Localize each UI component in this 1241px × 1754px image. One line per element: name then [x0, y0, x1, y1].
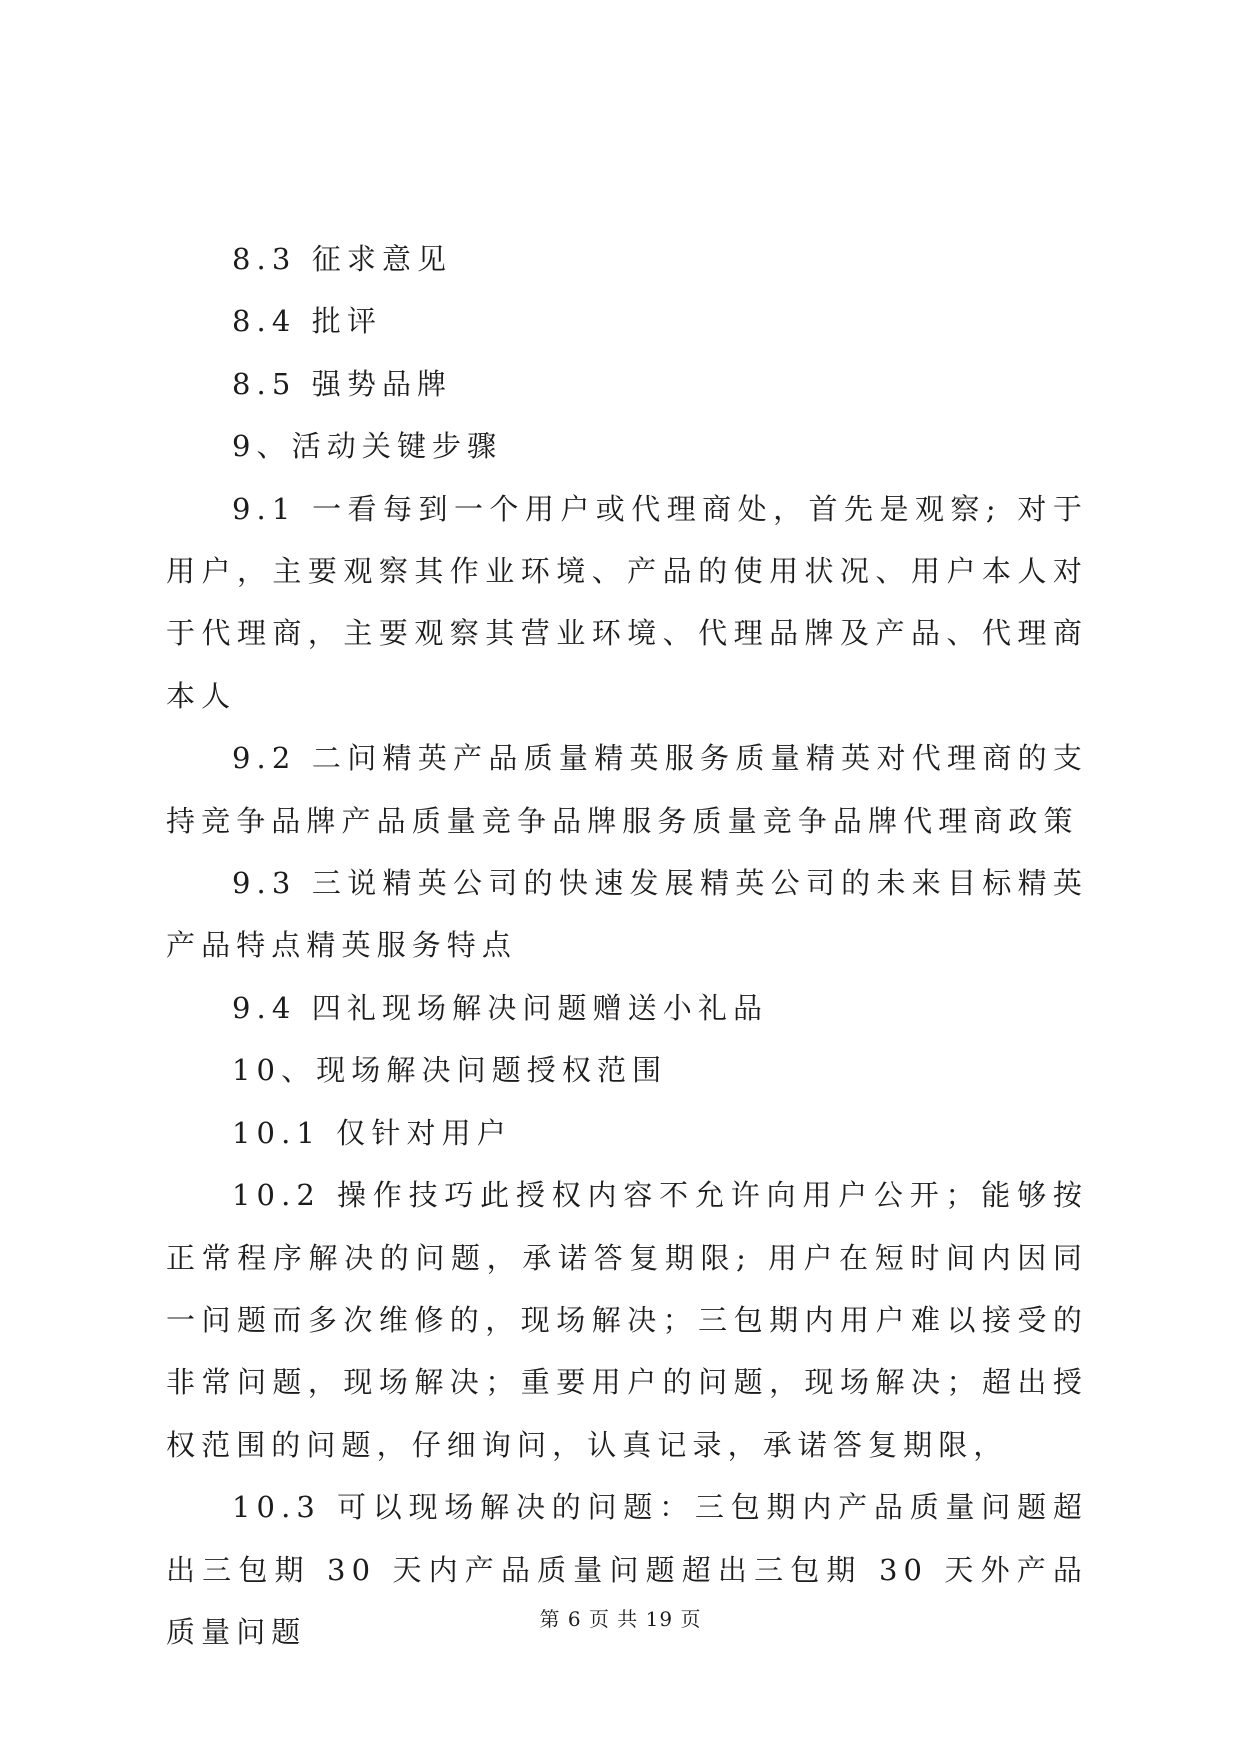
paragraph-8-4: 8.4 批评 [232, 304, 382, 339]
paragraph-8-5: 8.5 强势品牌 [232, 366, 453, 401]
paragraph-10-3: 10.3 可以现场解决的问题：三包期内产品质量问题超出三包期 30 天内产品质量问题超出三包期 30 天外产品质量问题 [166, 1490, 1088, 1649]
paragraph-10-2: 10.2 操作技巧此授权内容不允许向用户公开；能够按正常程序解决的问题，承诺答复期限; 用户在短时间内因同一问题而多次维修的，现场解决；三包期内用户难以接受的非常问题，现场解决；重要用户的问题，现场解决；超出授权范围的问题，仔细询问，认真记录，承诺答复期限， [166, 1178, 1088, 1462]
paragraph-9-4: 9.4 四礼现场解决问题赠送小礼品 [232, 990, 769, 1025]
paragraph-9-3: 9.3 三说精英公司的快速发展精英公司的未来目标精英产品特点精英服务特点 [166, 866, 1088, 963]
document-body [166, 228, 1088, 1663]
paragraph-8-3: 8.3 征求意见 [232, 242, 453, 276]
page-number-footer: 第 6 页 共 19 页 [539, 1607, 702, 1631]
paragraph-10-1: 10.1 仅针对用户 [232, 1115, 512, 1150]
paragraph-9-2: 9.2 二问精英产品质量精英服务质量精英对代理商的支持竞争品牌产品质量竞争品牌服务质量竞争品牌代理商政策 [166, 741, 1088, 838]
section-heading-10: 10、现场解决问题授权范围 [232, 1053, 668, 1088]
paragraph-9-1: 9.1 一看每到一个用户或代理商处，首先是观察; 对于用户，主要观察其作业环境、产品的使用状况、用户本人对于代理商，主要观察其营业环境、代理品牌及产品、代理商本人 [166, 491, 1088, 713]
section-heading-9: 9、活动关键步骤 [232, 429, 503, 464]
